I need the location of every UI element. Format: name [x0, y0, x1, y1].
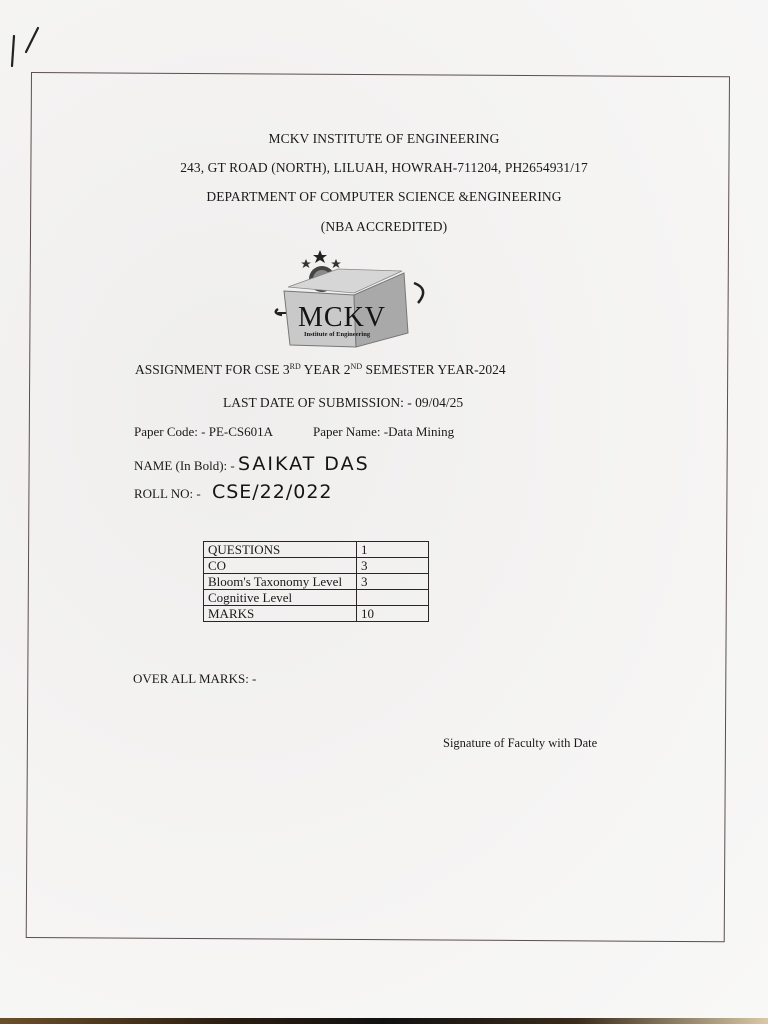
paper-code: Paper Code: - PE-CS601A	[134, 424, 274, 439]
institute-name: MCKV INSTITUTE OF ENGINEERING	[268, 131, 500, 146]
assignment-title	[135, 362, 506, 378]
mckv-logo-icon	[268, 243, 438, 353]
table-row	[204, 542, 429, 558]
superscript: RD	[289, 362, 301, 371]
faculty-signature-label: Signature of Faculty with Date	[443, 736, 598, 750]
institute-address: 243, GT ROAD (NORTH), LILUAH, HOWRAH-711204, PH2654931/17	[180, 160, 588, 175]
roll-row	[134, 481, 333, 503]
overall-marks-label: OVER ALL MARKS: -	[133, 671, 257, 686]
table-cell-label: QUESTIONS	[204, 542, 357, 558]
name-label: NAME (In Bold): -	[134, 458, 235, 473]
svg-text:MCKV: MCKV	[298, 302, 387, 333]
paper-name: Paper Name: -Data Mining	[313, 424, 455, 439]
marks-table	[203, 541, 429, 622]
table-cell-value: 3	[357, 558, 429, 574]
table-row	[204, 606, 429, 622]
roll-value-handwritten: CSE/22/022	[211, 481, 333, 503]
table-cell-label: CO	[204, 558, 357, 574]
table-cell-value: 3	[357, 574, 429, 590]
svg-text:Institute of Engineering: Institute of Engineering	[304, 331, 371, 338]
handwritten-page-number	[8, 22, 68, 72]
table-row	[204, 574, 429, 590]
accreditation-label: (NBA ACCREDITED)	[320, 219, 448, 234]
table-cell-label: Cognitive Level	[204, 590, 357, 606]
name-value-handwritten: SAIKAT DAS	[238, 453, 370, 475]
table-cell-label: Bloom's Taxonomy Level	[204, 574, 357, 590]
superscript: ND	[350, 362, 363, 371]
last-date-of-submission: LAST DATE OF SUBMISSION: - 09/04/25	[223, 395, 464, 410]
department-name: DEPARTMENT OF COMPUTER SCIENCE &ENGINEERING	[206, 189, 562, 204]
table-cell-value: 10	[357, 606, 429, 622]
roll-label: ROLL NO: -	[134, 486, 201, 501]
assignment-title-part: YEAR 2	[300, 362, 351, 377]
table-cell-label: MARKS	[204, 606, 357, 622]
table-cell-value	[357, 590, 429, 606]
table-row	[204, 590, 429, 606]
scan-edge	[0, 1018, 768, 1024]
table-cell-value: 1	[357, 542, 429, 558]
table-row	[204, 558, 429, 574]
assignment-title-part: ASSIGNMENT FOR CSE 3	[135, 362, 290, 377]
assignment-title-part: SEMESTER YEAR-2024	[362, 362, 506, 377]
name-row	[134, 453, 370, 475]
